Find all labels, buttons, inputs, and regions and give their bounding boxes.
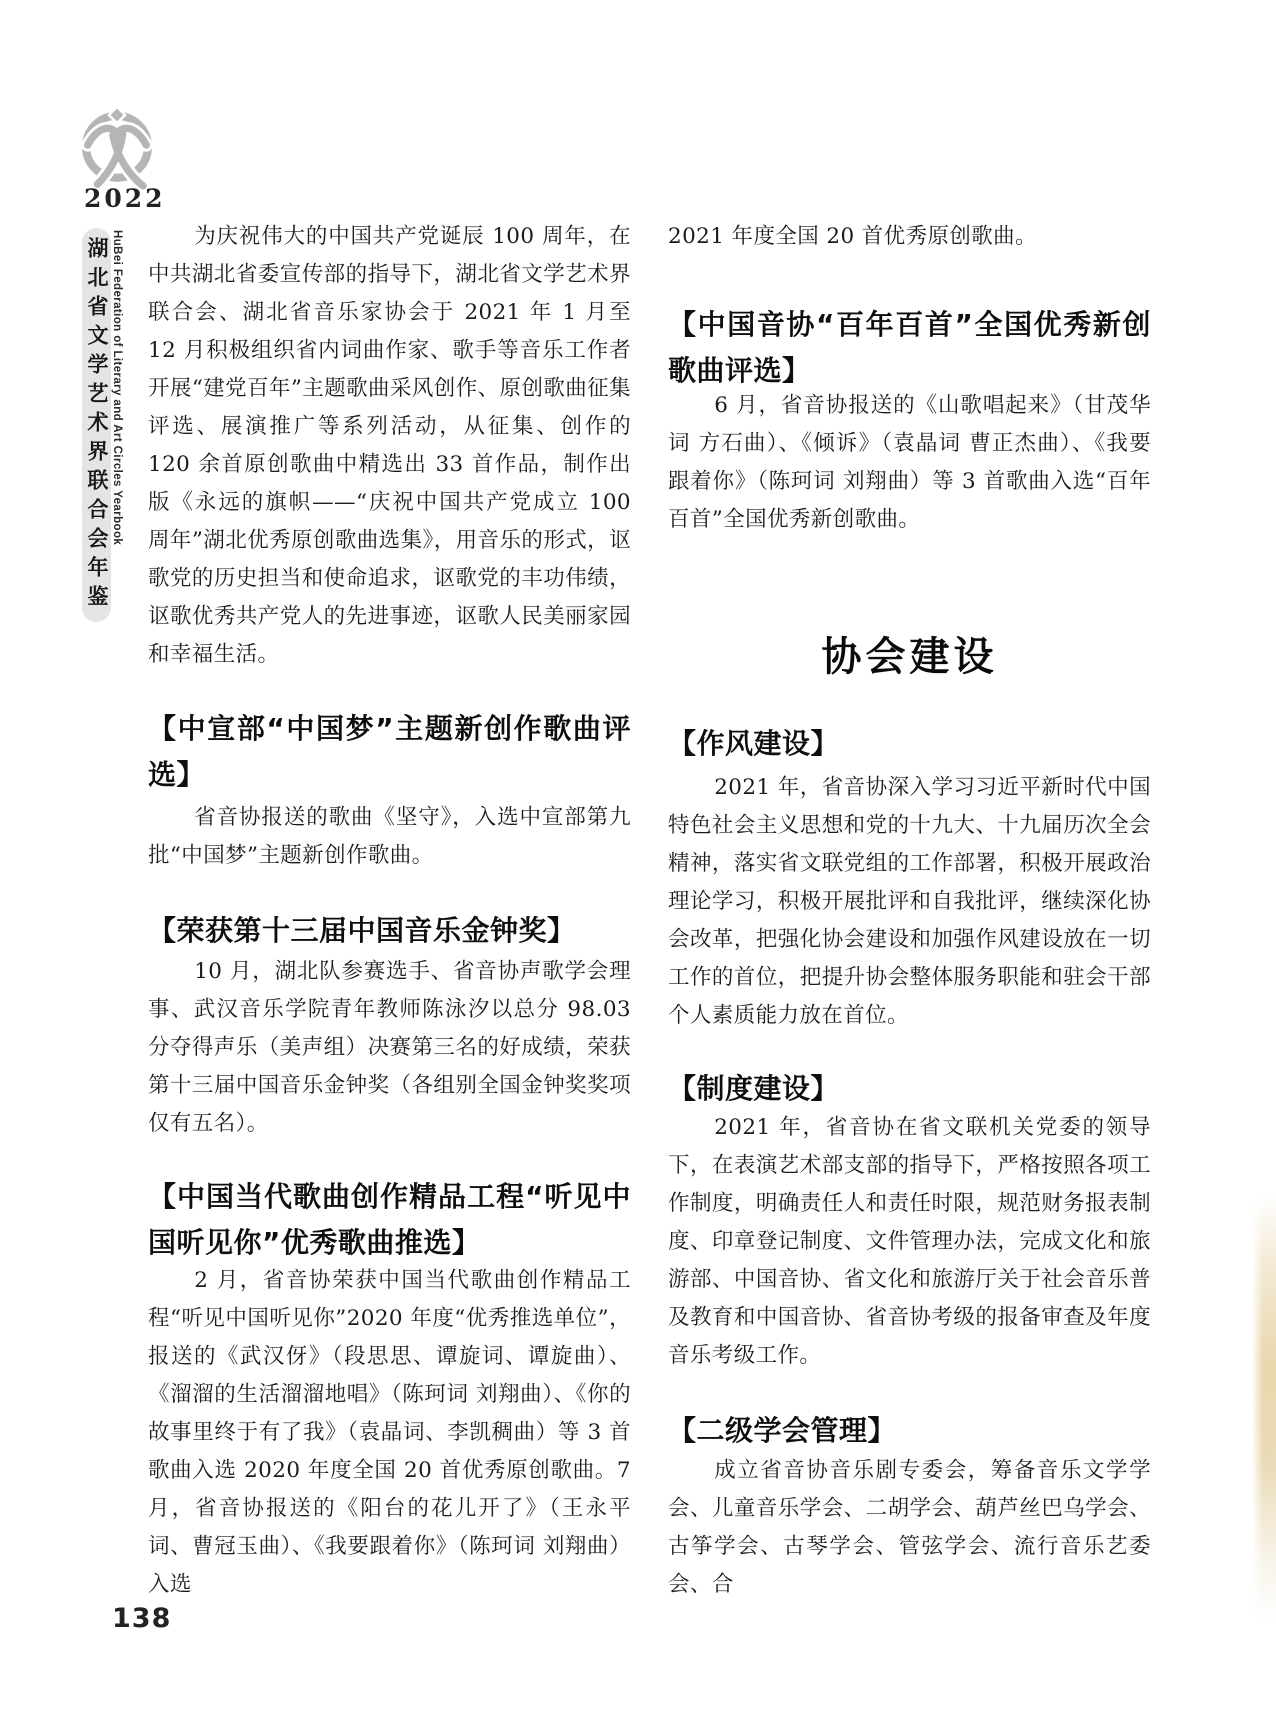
sidebar-title-english: HuBei Federation of Literary and Art Circles Yearbook [111,230,123,546]
federation-emblem-icon [75,106,159,194]
entry-heading-hear-china: 【中国当代歌曲创作精品工程“听见中国听见你”优秀歌曲推选】 [148,1180,631,1259]
paragraph-china-dream: 省音协报送的歌曲《坚守》，入选中宣部第九批“中国梦”主题新创作歌曲。 [148,805,631,868]
paragraph-golden-bell-award: 10 月，湖北队参赛选手、省音协声歌学会理事、武汉音乐学院青年教师陈泳汐以总分 98.03 分夺得声乐（美声组）决赛第三名的好成绩，荣获第十三届中国音乐金钟奖（各组别全国金钟奖奖项仅有五名）。 [148,959,631,1136]
paragraph-institution-building: 2021 年，省音协在省文联机关党委的领导下，在表演艺术部支部的指导下，严格按照各项工作制度，明确责任人和责任时限，规范财务报表制度、印章登记制度、文件管理办法，完成文化和旅游部、中国音协、省文化和旅游厅关于社会音乐普及教育和中国音协、省音协考级的报备审查及年度音乐考级工作。 [668,1115,1151,1368]
page-number: 138 [112,1603,172,1634]
entry-heading-hundred-songs: 【中国音协“百年百首”全国优秀新创歌曲评选】 [668,308,1151,387]
paragraph-party-centenary: 为庆祝伟大的中国共产党诞辰 100 周年，在中共湖北省委宣传部的指导下，湖北省文学艺术界联合会、湖北省音乐家协会于 2021 年 1 月至 12 月积极组织省内词曲作家、歌手等音乐工作者开展“建党百年”主题歌曲采风创作、原创歌曲征集评选、展演推广等系列活动，从征集、创作的 120 余首原创歌曲中精选出 33 首作品，制作出版《永远的旗帜——“庆祝中国共产党成立 100 周年”湖北优秀原创歌曲选集》，用音乐的形式，讴歌党的历史担当和使命追求，讴歌党的丰功伟绩，讴歌优秀共产党人的先进事迹，讴歌人民美丽家园和幸福生活。 [148,224,631,667]
entry-heading-golden-bell-award: 【荣获第十三届中国音乐金钟奖】 [148,914,576,947]
sidebar-title-strip [82,228,111,622]
sidebar-title-chinese: 湖北省文学艺术界联合会年鉴 [85,237,109,614]
entry-heading-secondary-societies: 【二级学会管理】 [668,1414,897,1447]
entry-heading-work-style: 【作风建设】 [668,727,840,760]
paragraph-work-style: 2021 年，省音协深入学习习近平新时代中国特色社会主义思想和党的十九大、十九届历次全会精神，落实省文联党组的工作部署，积极开展政治理论学习，积极开展批评和自我批评，继续深化协会改革，把强化协会建设和加强作风建设放在一切工作的首位，把提升协会整体服务职能和驻会干部个人素质能力放在首位。 [668,775,1151,1028]
entry-heading-institution-building: 【制度建设】 [668,1072,840,1105]
paragraph-hundred-songs: 6 月，省音协报送的《山歌唱起来》（甘茂华词 方石曲）、《倾诉》（袁晶词 曹正杰曲）、《我要跟着你》（陈珂词 刘翔曲）等 3 首歌曲入选“百年百首”全国优秀新创歌曲。 [668,393,1151,532]
scan-edge-shadow [1252,1195,1276,1625]
paragraph-secondary-societies: 成立省音协音乐剧专委会，筹备音乐文学学会、儿童音乐学会、二胡学会、葫芦丝巴乌学会、古筝学会、古琴学会、管弦学会、流行音乐艺委会、合 [668,1458,1151,1597]
entry-heading-china-dream: 【中宣部“中国梦”主题新创作歌曲评选】 [148,712,631,791]
edition-year: 2022 [84,184,166,213]
paragraph-hear-china: 2 月，省音协荣获中国当代歌曲创作精品工程“听见中国听见你”2020 年度“优秀推选单位”，报送的《武汉伢》（段思思、谭旋词、谭旋曲）、《溜溜的生活溜溜地唱》（陈珂词 刘翔曲）、《你的故事里终于有了我》（袁晶词、李凯稠曲）等 3 首歌曲入选 2020 年度全国 20 首优秀原创歌曲。7 月，省音协报送的《阳台的花儿开了》（王永平词、曹冠玉曲）、《我要跟着你》（陈珂词 刘翔曲）入选 [148,1268,631,1597]
paragraph-continuation: 2021 年度全国 20 首优秀原创歌曲。 [668,224,1037,249]
section-title-association-building: 协会建设 [821,634,998,680]
